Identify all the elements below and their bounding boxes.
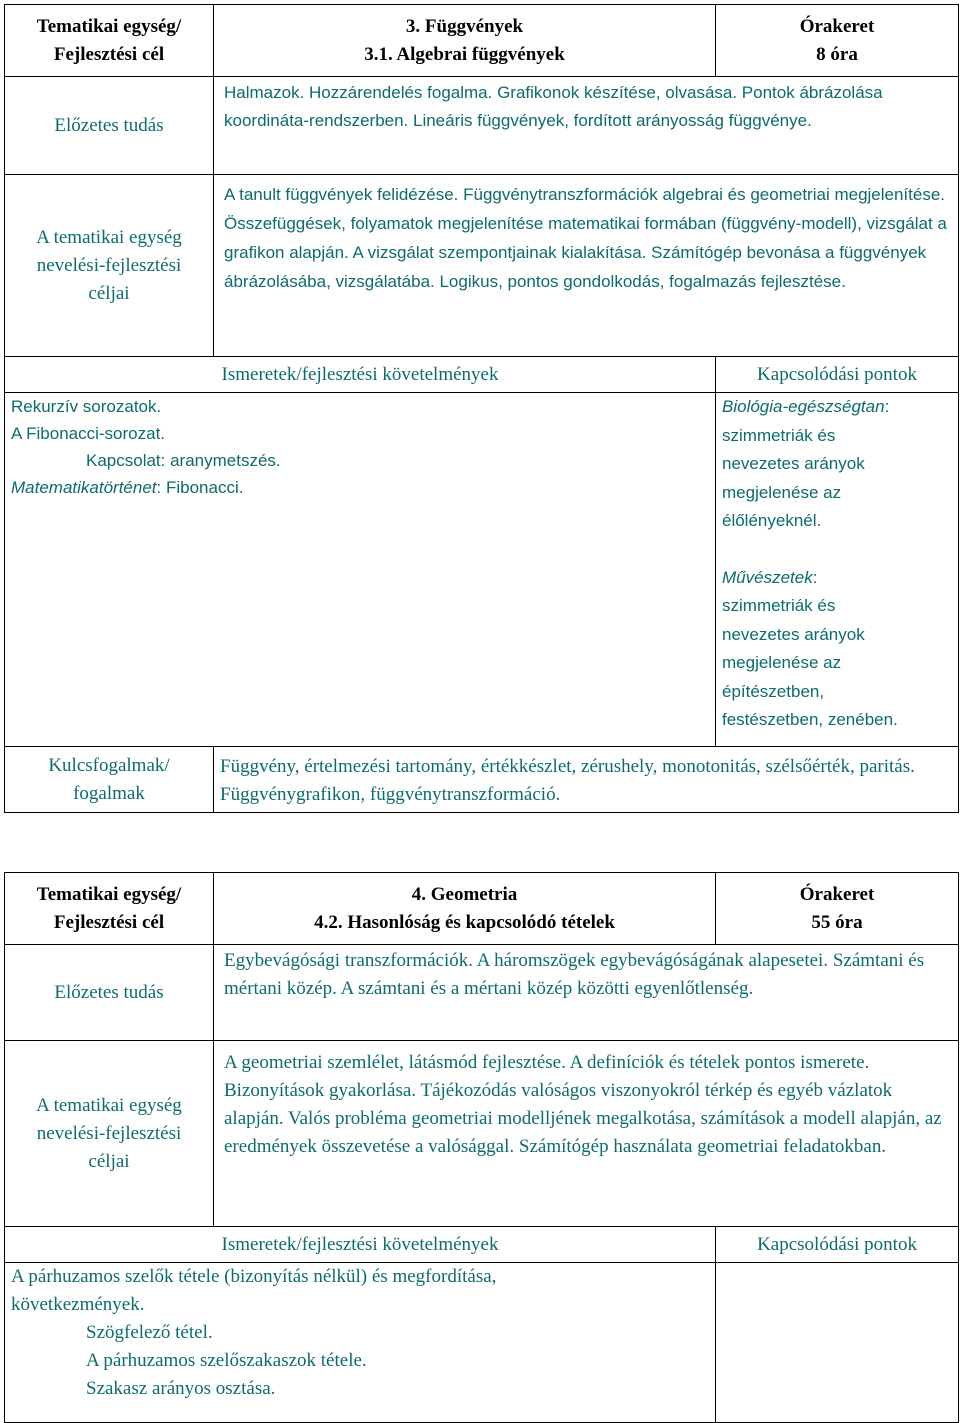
conn-1-line-3: megjelenése az: [722, 482, 842, 502]
hours-cell: [716, 5, 959, 77]
conn-2-line-2: nevezetes arányok: [722, 624, 865, 644]
goals-text: A tanult függvények felidézése. Függvénytranszformációk algebrai és geometriai megjelenítése. Összefüggések, folyamatok megjelenítése matematikai formában (függvény-modell), vizsgálat a grafikon alapján. A vizsgálat szempontjainak kialakítása. Számítógép bevonása a függvények ábrázolásába, vizsgálatába. Logikus, pontos gondolkodás, fogalmazás fejlesztése.: [214, 175, 959, 357]
hours-value: 55 óra: [811, 911, 863, 933]
topic-label-line1: Tematikai egység/: [36, 15, 182, 37]
goals-label-line1: A tematikai egység: [36, 1094, 182, 1116]
conn-1-line-2: nevezetes arányok: [722, 454, 865, 473]
prior-knowledge-label: Előzetes tudás: [5, 77, 214, 175]
prior-knowledge-text: Egybevágósági transzformációk. A háromszögek egybevágóságának alapesetei. Számtani és mértani közép. A számtani és a mértani közép közötti egyenlőtlenség.: [214, 945, 959, 1041]
topic-title-line2: 4.2. Hasonlóság és kapcsolódó tételek: [314, 911, 615, 933]
conn-2-line-3: megjelenése az: [722, 653, 842, 672]
conn-1-line-1: szimmetriák és: [722, 425, 836, 445]
req-line-2: A Fibonacci-sorozat.: [11, 424, 166, 443]
req-line-4-rest: : Fibonacci.: [156, 478, 244, 497]
conn-2-title-line: [722, 564, 952, 593]
req-line-2: következmények.: [11, 1294, 145, 1315]
req-line-3: Szögfelező tétel.: [86, 1322, 213, 1343]
curriculum-block-functions: [4, 4, 959, 813]
keywords-label-line1: Kulcsfogalmak/: [48, 754, 170, 776]
keywords-text: Függvény, értelmezési tartomány, értékkészlet, zérushely, monotonitás, szélsőérték, paritás. Függvénygrafikon, függvénytranszformáció.: [214, 747, 959, 813]
req-line-4: A párhuzamos szelőszakaszok tétele.: [86, 1350, 367, 1371]
hours-label: Órakeret: [799, 883, 875, 905]
requirements-header: Ismeretek/fejlesztési követelmények: [5, 357, 716, 393]
conn-2-line-4: építészetben,: [722, 681, 825, 701]
conn-2-line-5: festészetben, zenében.: [722, 710, 898, 729]
requirements-content: [5, 1263, 716, 1423]
req-line-4: [11, 474, 709, 501]
connections-content: [716, 1263, 959, 1423]
conn-2-line-1: szimmetriák és: [722, 596, 836, 615]
goals-label: [5, 1041, 214, 1227]
topic-title: [214, 5, 716, 77]
connections-header: Kapcsolódási pontok: [716, 357, 959, 393]
conn-1-line-4: élőlényeknél.: [722, 511, 822, 530]
prior-knowledge-text: Halmazok. Hozzárendelés fogalma. Grafikonok készítése, olvasása. Pontok ábrázolása koordináta-rendszerben. Lineáris függvények, fordított arányosság függvénye.: [214, 77, 959, 175]
requirements-content: [5, 393, 716, 747]
topic-label: [5, 873, 214, 945]
hours-label: Órakeret: [799, 15, 875, 37]
connections-content: [716, 393, 959, 747]
topic-title-line2: 3.1. Algebrai függvények: [364, 43, 565, 65]
prior-knowledge-label: Előzetes tudás: [5, 945, 214, 1041]
req-line-5: Szakasz arányos osztása.: [86, 1378, 276, 1399]
conn-1-colon: :: [884, 397, 890, 416]
connections-header: Kapcsolódási pontok: [716, 1227, 959, 1263]
req-line-4-italic: Matematikatörténet: [11, 478, 157, 497]
curriculum-block-geometry: [4, 872, 959, 1423]
goals-label-line2: nevelési-fejlesztési: [36, 1122, 182, 1144]
hours-cell: [716, 873, 959, 945]
hours-value: 8 óra: [816, 43, 858, 65]
requirements-header: Ismeretek/fejlesztési követelmények: [5, 1227, 716, 1263]
topic-title-line1: 3. Függvények: [405, 15, 524, 37]
conn-2-title: Művészetek: [722, 567, 813, 587]
keywords-label: [5, 747, 214, 813]
goals-text: A geometriai szemlélet, látásmód fejlesztése. A definíciók és tételek pontos ismerete. Bizonyítások gyakorlása. Tájékozódás valóságos viszonyokról térkép és egyéb vázlatok alapján. Valós probléma geometriai modelljének megalkotása, számítások a modell alapján, az eredmények összevetése a valósággal. Számítógép használata geometriai feladatokban.: [214, 1041, 959, 1227]
topic-label: [5, 5, 214, 77]
req-line-3: [11, 447, 709, 474]
conn-2-colon: :: [812, 567, 818, 587]
goals-label: [5, 175, 214, 357]
topic-title-line1: 4. Geometria: [411, 883, 518, 905]
topic-title: [214, 873, 716, 945]
conn-1-title: Biológia-egészségtan: [722, 397, 885, 416]
goals-label-line2: nevelési-fejlesztési: [36, 254, 182, 276]
goals-label-line3: céljai: [88, 1150, 130, 1172]
topic-label-line2: Fejlesztési cél: [53, 43, 165, 65]
req-line-1: A párhuzamos szelők tétele (bizonyítás nélkül) és megfordítása,: [11, 1266, 497, 1287]
goals-label-line3: céljai: [88, 282, 130, 304]
topic-label-line2: Fejlesztési cél: [53, 911, 165, 933]
topic-label-line1: Tematikai egység/: [36, 883, 182, 905]
keywords-label-line2: fogalmak: [73, 782, 145, 804]
goals-label-line1: A tematikai egység: [36, 226, 182, 248]
conn-1-title-line: [722, 393, 952, 422]
req-line-1: Rekurzív sorozatok.: [11, 397, 162, 416]
req-line-3-text: Kapcsolat: aranymetszés.: [86, 451, 281, 470]
